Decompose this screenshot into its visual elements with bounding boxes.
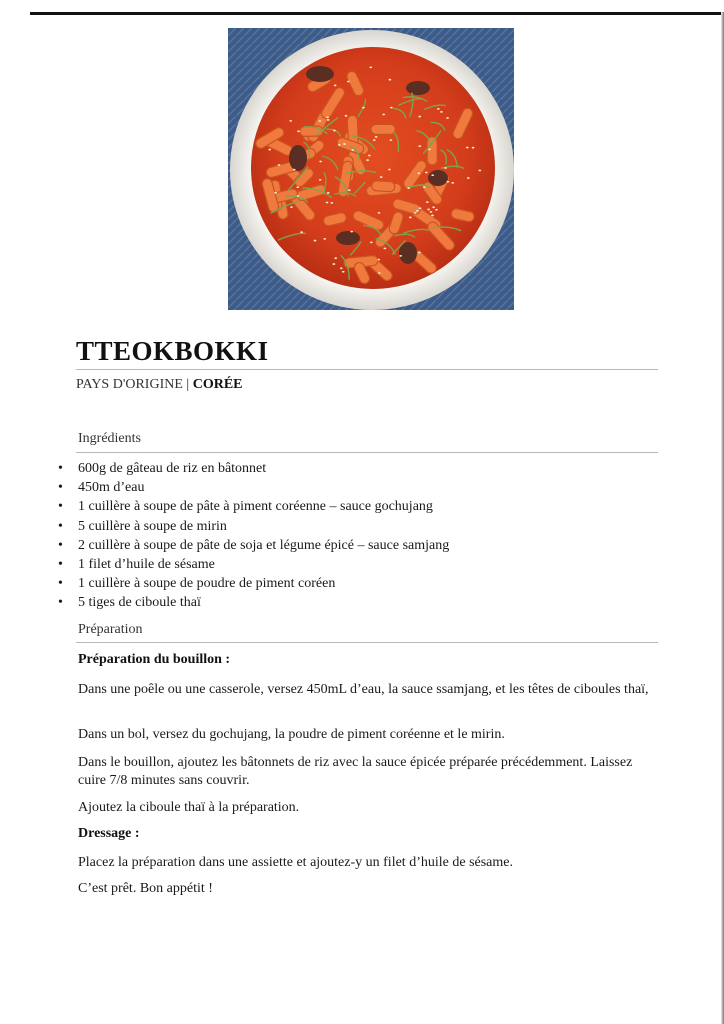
sesame-seed — [425, 172, 428, 174]
ingredient-item: • 1 cuillère à soupe de pâte à piment coréenne – sauce gochujang — [58, 497, 449, 516]
plating-step: C’est prêt. Bon appétit ! — [78, 881, 213, 896]
sesame-seed — [370, 241, 373, 243]
ingredient-item: • 2 cuillère à soupe de pâte de soja et légume épicé – sauce samjang — [58, 536, 449, 555]
sesame-seed — [297, 195, 300, 197]
sesame-seed — [347, 81, 350, 83]
ingredient-item: • 5 cuillère à soupe de mirin — [58, 517, 449, 536]
sesame-seed — [427, 209, 430, 211]
ingredient-item: • 450m d’eau — [58, 478, 449, 497]
origin-country: CORÉE — [192, 377, 243, 392]
sesame-seed — [382, 114, 385, 116]
sesame-seed — [418, 252, 421, 254]
sesame-seed — [350, 231, 353, 233]
sesame-seed — [296, 186, 299, 188]
preparation-step: Dans un bol, versez du gochujang, la poudre de piment coréenne et le mirin. — [78, 727, 505, 742]
sesame-seed — [330, 202, 333, 204]
preparation-divider — [76, 642, 658, 643]
sesame-seed — [431, 174, 434, 176]
sesame-seed — [274, 192, 277, 194]
sesame-seed — [378, 272, 381, 274]
sesame-seed — [446, 181, 449, 183]
sesame-seed — [451, 182, 454, 184]
ingredient-item: • 5 tiges de ciboule thaï — [58, 593, 449, 612]
sesame-seed — [327, 192, 330, 194]
sesame-seed — [432, 206, 435, 208]
sesame-seed — [418, 145, 421, 147]
sesame-seed — [431, 215, 434, 217]
sesame-seed — [333, 130, 336, 132]
sesame-seed — [366, 159, 369, 161]
sesame-seed — [326, 116, 329, 118]
ingredient-item: • 600g de gâteau de riz en bâtonnet — [58, 459, 449, 478]
ingredient-item: • 1 filet d’huile de sésame — [58, 555, 449, 574]
sesame-seed — [289, 120, 292, 122]
sesame-seed — [380, 176, 383, 178]
sesame-seed — [340, 267, 343, 269]
sesame-seed — [416, 210, 419, 212]
sesame-seed — [345, 115, 348, 117]
sesame-seed — [318, 120, 321, 122]
sesame-seed — [466, 147, 469, 149]
sesame-seed — [437, 108, 440, 110]
origin-label: PAYS D'ORIGINE — [76, 377, 183, 392]
preparation-heading: Préparation — [78, 622, 143, 637]
sesame-seed — [338, 144, 341, 146]
sesame-seed — [414, 212, 417, 214]
sesame-seed — [409, 217, 412, 219]
ingredients-heading: Ingrédients — [78, 431, 141, 446]
sesame-seed — [334, 257, 337, 259]
sesame-seed — [423, 186, 426, 188]
sesame-seed — [407, 187, 410, 189]
preparation-step: Dans le bouillon, ajoutez les bâtonnets de riz avec la sauce épicée préparée précédemment. Laissez cuire 7/8 minutes sans couvrir. — [78, 755, 633, 788]
sesame-seed — [388, 79, 391, 81]
sesame-seed — [417, 172, 420, 174]
sesame-seed — [467, 177, 470, 179]
sesame-seed — [430, 211, 433, 213]
sesame-seed — [343, 143, 346, 145]
sesame-seed — [323, 238, 326, 240]
sesame-seed — [319, 179, 322, 181]
sesame-seed — [383, 247, 386, 249]
sesame-seed — [300, 231, 303, 233]
origin-separator: | — [186, 377, 190, 392]
sesame-seed — [334, 85, 337, 87]
sesame-seed — [268, 149, 271, 151]
preparation-step: Dans une poêle ou une casserole, versez 450mL d’eau, la sauce ssamjang, et les têtes de ciboules thaï, — [78, 682, 649, 697]
plating-step: Placez la préparation dans une assiette et ajoutez-y un filet d’huile de sésame. — [78, 855, 513, 870]
ingredients-list — [58, 459, 449, 613]
sesame-seed — [362, 107, 365, 109]
sesame-seed — [446, 117, 449, 119]
sesame-seed — [369, 66, 372, 68]
sesame-seed — [297, 130, 300, 132]
sesame-seed — [375, 136, 378, 138]
sesame-seed — [373, 139, 376, 141]
ingredients-divider — [76, 452, 658, 453]
sesame-seed — [478, 170, 481, 172]
sesame-seed — [293, 169, 296, 171]
sesame-seed — [348, 189, 351, 191]
sesame-seed — [435, 209, 438, 211]
sesame-seed — [377, 259, 380, 261]
sesame-seed — [327, 119, 330, 121]
sesame-seed — [326, 202, 329, 204]
origin-line — [76, 377, 243, 393]
sesame-seed — [319, 161, 322, 163]
sesame-seed — [419, 207, 422, 209]
preparation-step: Ajoutez la ciboule thaï à la préparation. — [78, 800, 300, 815]
sesame-seed — [444, 167, 447, 169]
sesame-seed — [332, 263, 335, 265]
sesame-seed — [418, 116, 421, 118]
sesame-seed — [290, 206, 293, 208]
dish-photo — [228, 28, 514, 310]
ingredient-item: • 1 cuillère à soupe de poudre de piment coréen — [58, 574, 449, 593]
sesame-seed — [314, 240, 317, 242]
sesame-seed — [278, 164, 281, 166]
sesame-seed — [472, 147, 475, 149]
sesame-seed — [426, 201, 429, 203]
sesame-seed — [342, 271, 345, 273]
sesame-seed — [428, 148, 431, 150]
sesame-seed — [351, 149, 354, 151]
rice-cake-shape — [371, 180, 395, 192]
rice-cake-shape — [427, 137, 437, 165]
title-divider — [76, 369, 658, 370]
sesame-seed — [368, 155, 371, 157]
rice-cake-shape — [371, 124, 395, 134]
broth-heading: Préparation du bouillon : — [78, 652, 231, 667]
plating-heading: Dressage : — [78, 826, 140, 841]
recipe-title: TTEOKBOKKI — [76, 336, 269, 366]
sesame-seed — [378, 212, 381, 214]
sesame-seed — [390, 139, 393, 141]
sesame-seed — [388, 169, 391, 171]
page-top-edge — [30, 12, 724, 15]
sesame-seed — [399, 255, 402, 257]
sesame-seed — [440, 111, 443, 113]
sesame-seed — [390, 107, 393, 109]
